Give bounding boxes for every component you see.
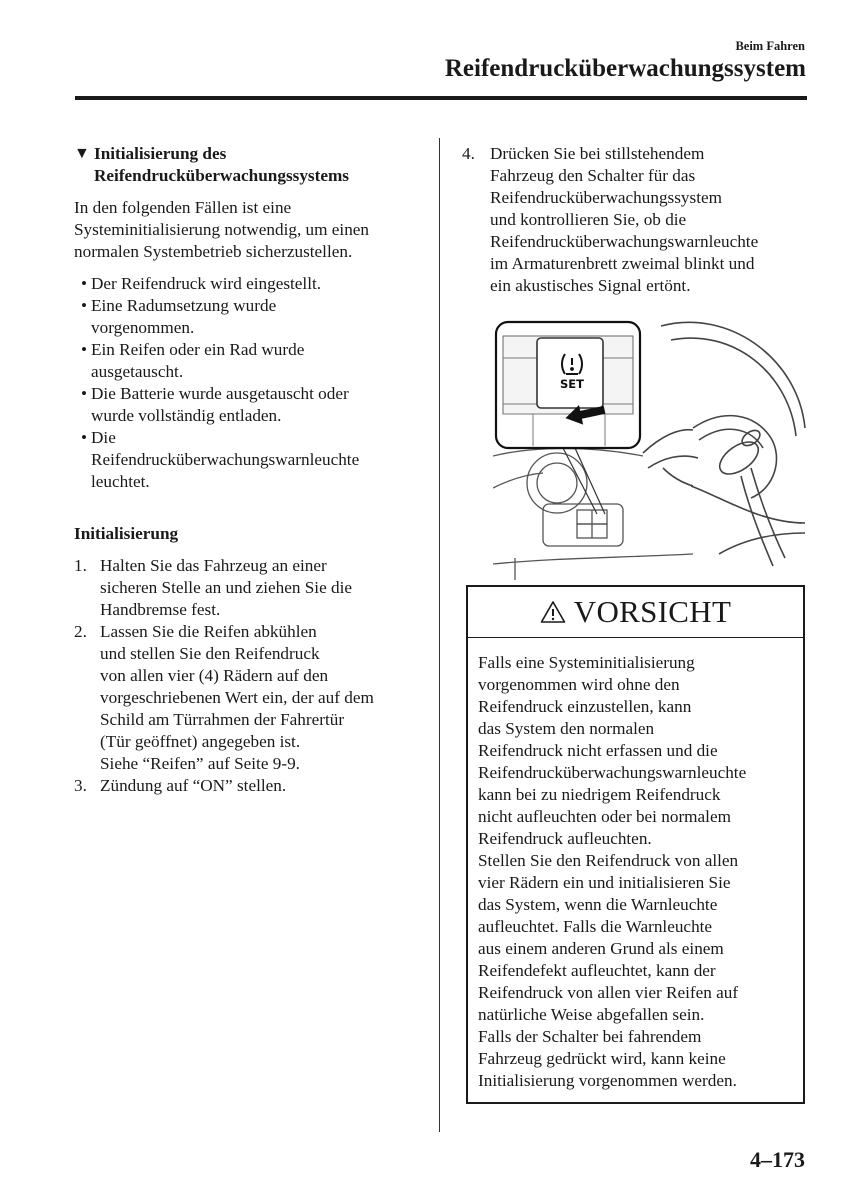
list-item [74,295,419,339]
step-item [74,621,419,775]
step-line: Fahrzeug den Schalter für das [490,166,696,185]
intro-line: normalen Systembetrieb sicherzustellen. [74,242,353,261]
list-item [74,339,419,383]
caution-line: vorgenommen wird ohne den [478,675,680,694]
step-number: 4. [462,144,475,163]
bullet-dot: • [80,296,87,315]
step-line: Reifendrucküberwachungswarnleuchte [490,232,759,251]
list-item-line: Reifendrucküberwachungswarnleuchte [91,450,360,469]
step-line: Reifendrucküberwachungssystem [490,188,722,207]
caution-header [468,587,803,638]
caution-line: Falls eine Systeminitialisierung [478,653,695,672]
caution-line: Stellen Sie den Reifendruck von allen [478,851,739,870]
step-line: Drücken Sie bei stillstehendem [490,144,705,163]
subheading: Initialisierung [74,524,179,543]
list-item-line: Die Batterie wurde ausgetauscht oder [91,384,349,403]
list-item-line: vorgenommen. [91,318,195,337]
step-line: und stellen Sie den Reifendruck [100,644,320,663]
step-line: und kontrollieren Sie, ob die [490,210,687,229]
step-line: Handbremse fest. [100,600,221,619]
step-line: Lassen Sie die Reifen abkühlen [100,622,317,641]
bullet-dot: • [80,384,87,403]
list-item-line: Die [91,428,116,447]
dashboard-switch-illustration [493,318,807,580]
page-number: 4–173 [750,1147,805,1172]
set-button-label: SET [560,377,584,391]
caution-line: Reifendruck aufleuchten. [478,829,652,848]
list-item [74,383,419,427]
caution-line: natürliche Weise abgefallen sein. [478,1005,705,1024]
caution-line: Reifendrucküberwachungswarnleuchte [478,763,747,782]
caution-line: kann bei zu niedrigem Reifendruck [478,785,721,804]
list-item [74,273,419,295]
caution-line: Reifendruck einzustellen, kann [478,697,692,716]
column-divider [439,138,440,1132]
step-line: sicheren Stelle an und ziehen Sie die [100,578,352,597]
caution-line: Reifendruck von allen vier Reifen auf [478,983,739,1002]
section-heading [74,143,419,187]
bullet-dot: • [80,340,87,359]
right-column [462,143,807,297]
list-item [74,427,419,493]
condition-list [74,273,419,493]
step-line: vorgeschriebenen Wert ein, der auf dem [100,688,374,707]
caution-line: nicht aufleuchten oder bei normalem [478,807,731,826]
step-line: von allen vier (4) Rädern auf den [100,666,329,685]
step-item [462,143,807,297]
step-number: 3. [74,776,87,795]
section-heading-line: Initialisierung des [94,144,227,163]
intro-paragraph [74,197,419,263]
list-item-line: Ein Reifen oder ein Rad wurde [91,340,305,359]
caution-line: Reifendefekt aufleuchtet, kann der [478,961,716,980]
step-line: Schild am Türrahmen der Fahrertür [100,710,345,729]
step-line: im Armaturenbrett zweimal blinkt und [490,254,755,273]
list-item-line: ausgetauscht. [91,362,184,381]
caution-line: Falls der Schalter bei fahrendem [478,1027,702,1046]
caution-line: Fahrzeug gedrückt wird, kann keine [478,1049,726,1068]
header-rule [75,96,807,100]
step-number: 2. [74,622,87,641]
bullet-dot: • [80,274,87,293]
caution-box [466,585,805,1104]
intro-line: In den folgenden Fällen ist eine [74,198,292,217]
caution-line: vier Rädern ein und initialisieren Sie [478,873,731,892]
caution-line: das System den normalen [478,719,655,738]
section-heading-line: Reifendrucküberwachungssystems [94,166,349,185]
warning-triangle-icon [540,600,566,624]
caution-text [468,638,803,1092]
step-item [74,775,419,797]
list-item-line: leuchtet. [91,472,150,491]
section-kicker: Beim Fahren [735,39,805,53]
step-line: ein akustisches Signal ertönt. [490,276,691,295]
caution-line: Initialisierung vorgenommen werden. [478,1071,737,1090]
step-item [74,555,419,621]
step-line: Halten Sie das Fahrzeug an einer [100,556,327,575]
step-number: 1. [74,556,87,575]
caution-line: aufleuchtet. Falls die Warnleuchte [478,917,713,936]
caution-line: Reifendruck nicht erfassen und die [478,741,718,760]
caution-line: das System, wenn die Warnleuchte [478,895,718,914]
intro-line: Systeminitialisierung notwendig, um einen [74,220,370,239]
step-line: Siehe “Reifen” auf Seite 9-9. [100,754,300,773]
switch-closeup-inset [496,322,640,448]
list-item-line: wurde vollständig entladen. [91,406,282,425]
page-title: Reifendrucküberwachungssystem [444,55,806,82]
step-list [74,555,419,797]
caution-line: aus einem anderen Grund als einem [478,939,724,958]
left-column [74,143,419,797]
list-item-line: Eine Radumsetzung wurde [91,296,277,315]
step-line: Zündung auf “ON” stellen. [100,776,287,795]
bullet-dot: • [80,428,87,447]
caution-title: VORSICHT [573,594,732,629]
step-line: (Tür geöffnet) angegeben ist. [100,732,301,751]
list-item-line: Der Reifendruck wird eingestellt. [91,274,322,293]
section-triangle-icon: ▼ [74,145,90,162]
